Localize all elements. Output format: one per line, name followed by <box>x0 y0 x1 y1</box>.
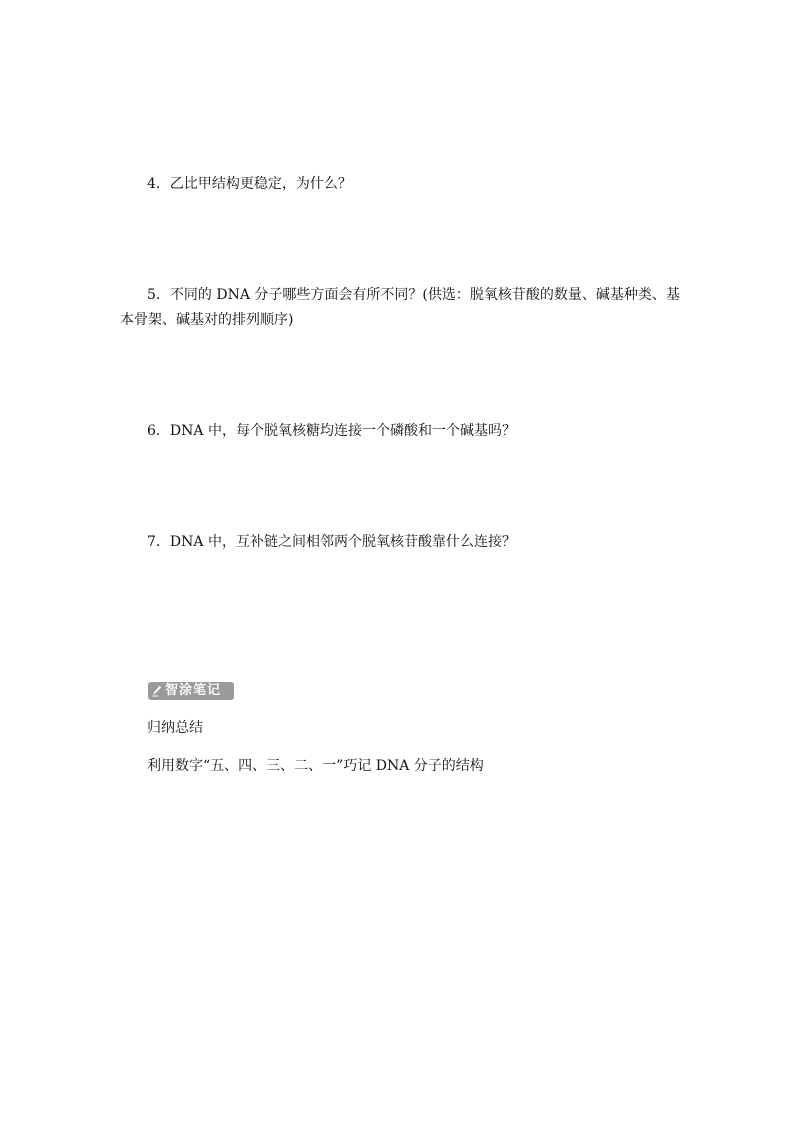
question-5-line-1: 5．不同的 DNA 分子哪些方面会有所不同？(供选：脱氧核苷酸的数量、碱基种类、基 <box>147 287 680 303</box>
question-7: 7．DNA 中，互补链之间相邻两个脱氧核苷酸靠什么连接？ <box>147 534 516 550</box>
question-5-line-2: 本骨架、碱基对的排列顺序) <box>120 312 294 328</box>
summary-body: 利用数字“五、四、三、二、一”巧记 DNA 分子的结构 <box>147 758 484 774</box>
question-6: 6．DNA 中，每个脱氧核糖均连接一个磷酸和一个碱基吗？ <box>147 423 516 439</box>
notes-badge <box>148 682 234 700</box>
question-4: 4．乙比甲结构更稳定，为什么？ <box>147 176 352 192</box>
summary-title: 归纳总结 <box>147 720 203 736</box>
pen-icon <box>152 685 162 697</box>
notes-badge-label: 智涂笔记 <box>165 683 222 698</box>
